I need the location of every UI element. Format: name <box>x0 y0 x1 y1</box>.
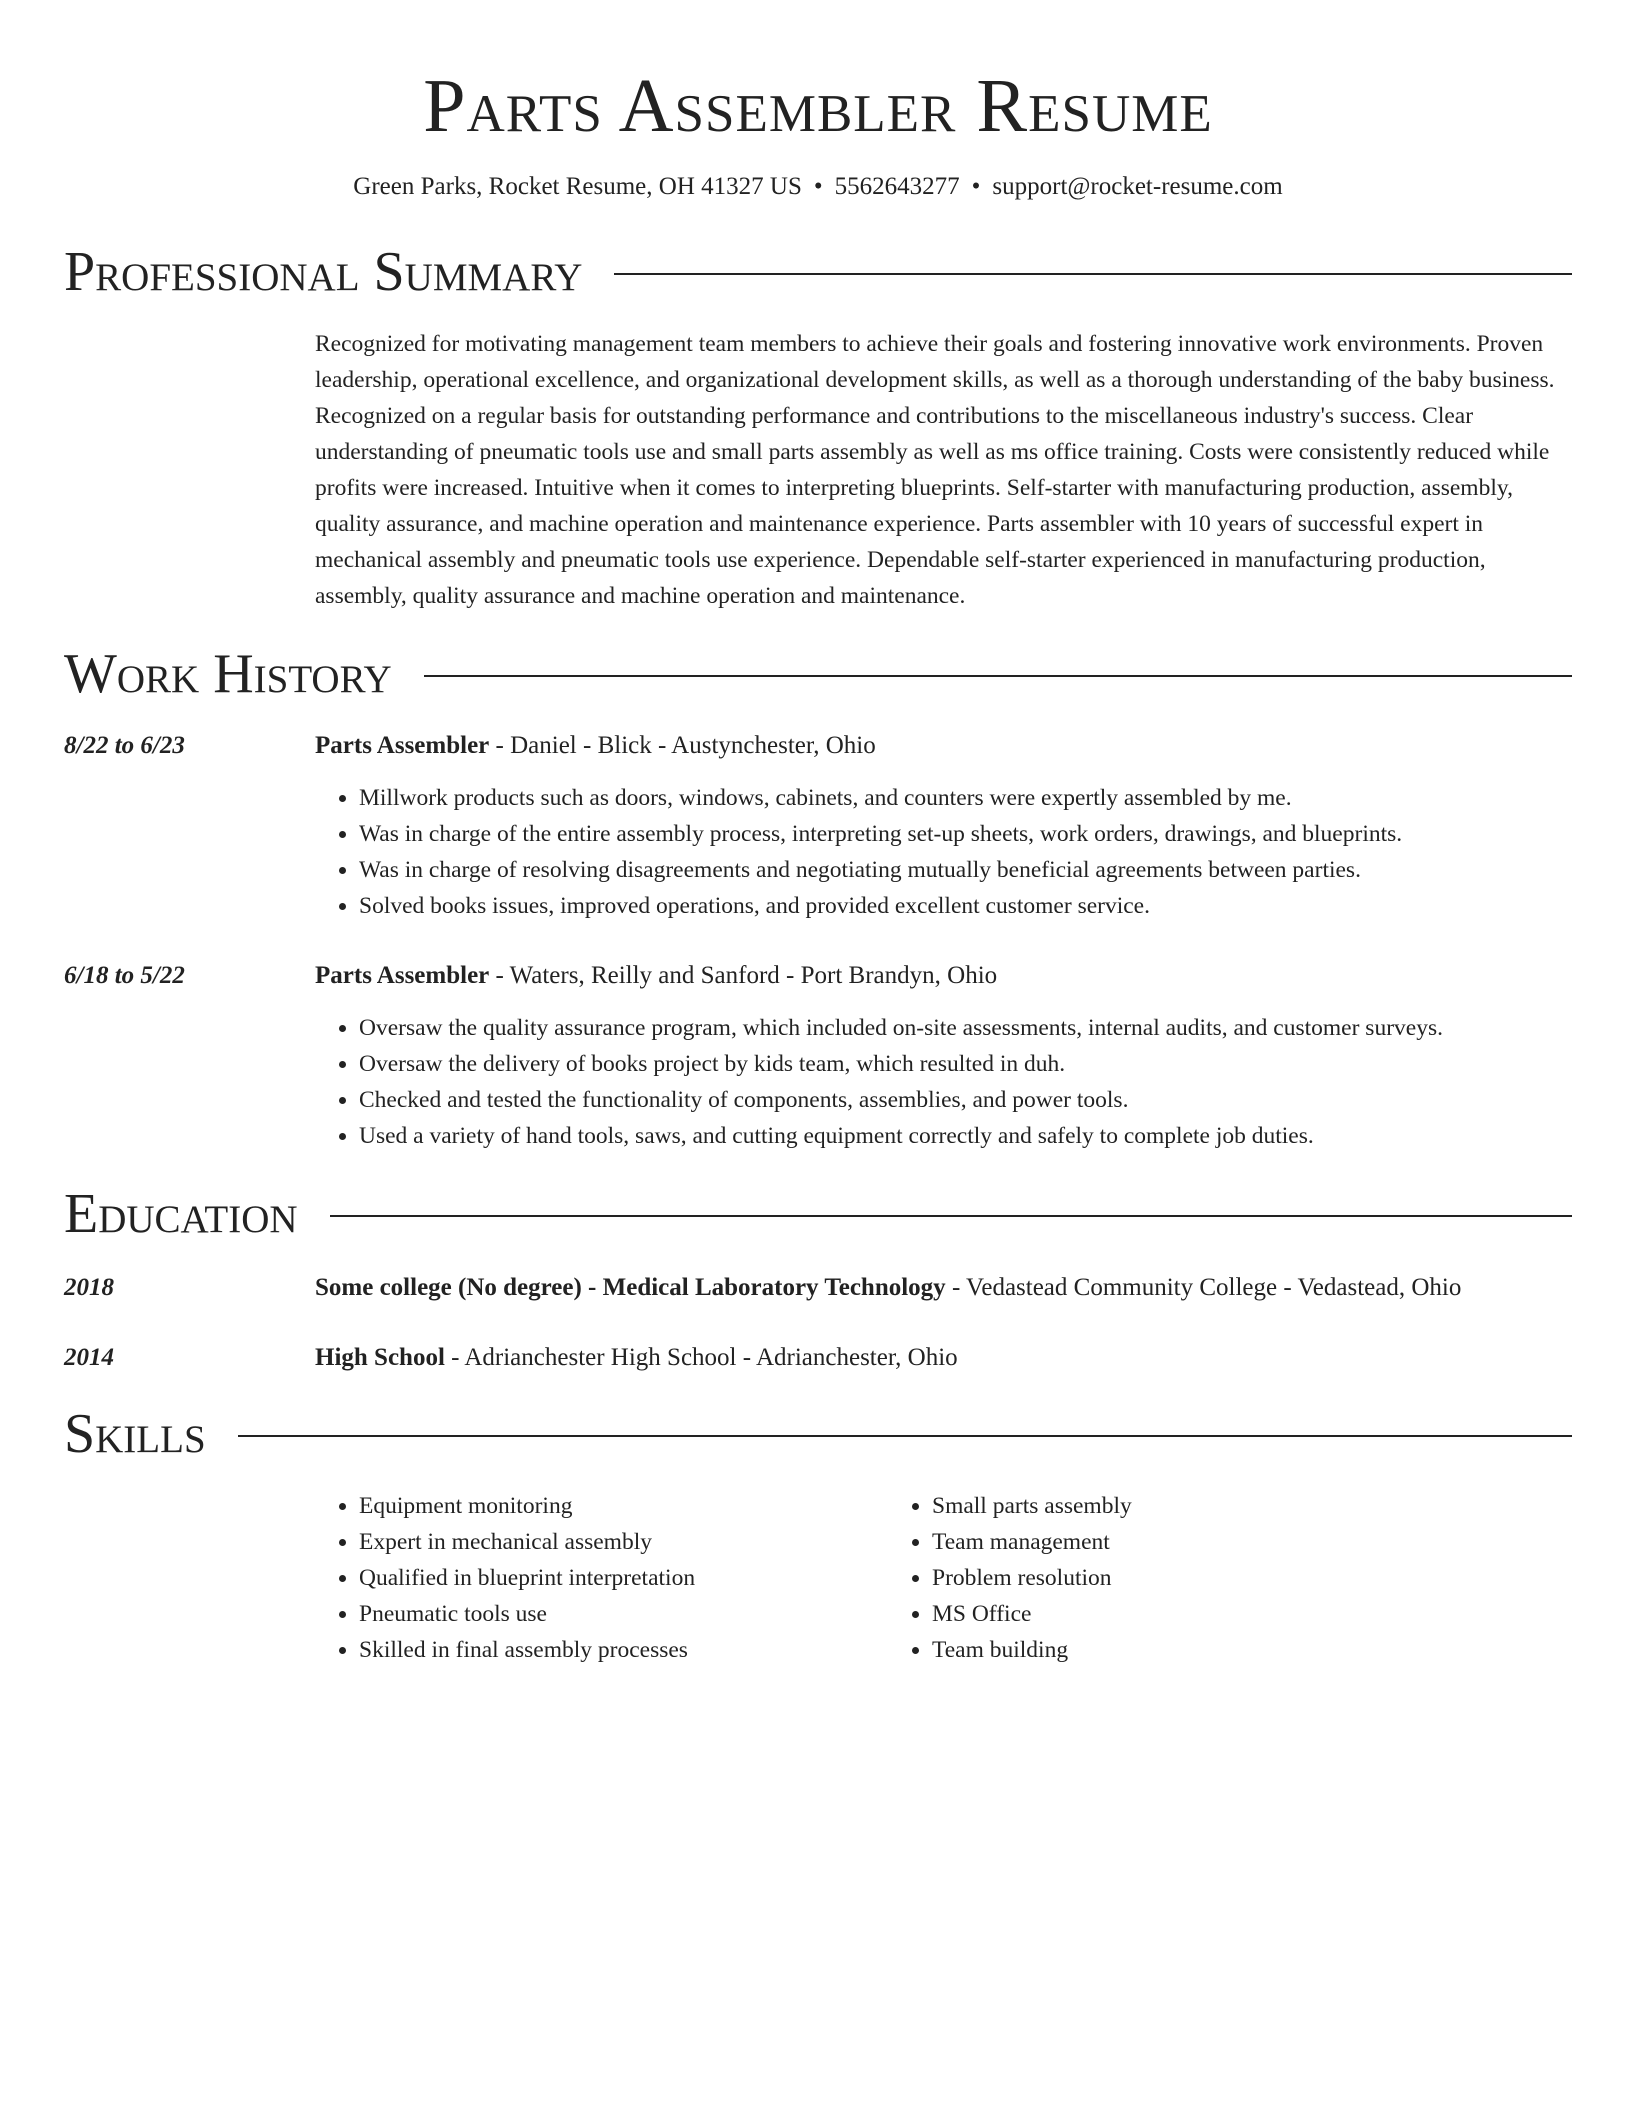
list-item: • Was in charge of the entire assembly process, interpreting set-up sheets, work orders, drawings, and blueprints. <box>359 816 1572 852</box>
list-item: • Solved books issues, improved operations, and provided excellent customer service. <box>359 888 1572 924</box>
summary-text: Recognized for motivating management team members to achieve their goals and fostering innovative work environments. Proven leadership, operational excellence, and organizational development skills, as well as a thorough understanding of the baby business. Recognized on a regular basis for outstanding performance and contributions to the miscellaneous industry's success. Clear understanding of pneumatic tools use and small parts assembly as well as ms office training. Costs were consistently reduced while profits were increased. Intuitive when it comes to interpreting blueprints. Self-starter with manufacturing production, assembly, quality assurance, and machine operation and maintenance experience. Parts assembler with 10 years of successful expert in mechanical assembly and pneumatic tools use experience. Dependable self-starter experienced in manufacturing production, assembly, quality assurance and machine operation and maintenance. <box>315 331 1555 609</box>
job-dates: 8/22 to 6/23 <box>64 732 185 759</box>
education-entry <box>64 1340 1572 1376</box>
job-heading <box>315 958 1572 994</box>
education-degree: High School <box>315 1344 445 1371</box>
education-year: 2014 <box>64 1344 114 1371</box>
list-item: • Was in charge of resolving disagreements and negotiating mutually beneficial agreements between parties. <box>359 852 1572 888</box>
section-header-work <box>64 642 1572 706</box>
section-rule <box>330 1215 1572 1217</box>
skill-item: • MS Office <box>932 1596 1461 1632</box>
job-bullets <box>315 1010 1572 1154</box>
job-entry <box>64 728 1572 924</box>
list-item: • Oversaw the quality assurance program, which included on-site assessments, internal audits, and customer surveys. <box>359 1010 1572 1046</box>
skill-item: • Team management <box>932 1524 1461 1560</box>
job-details: - Daniel - Blick - Austynchester, Ohio <box>489 732 876 759</box>
skill-item: • Skilled in final assembly processes <box>359 1632 888 1668</box>
contact-phone: 5562643277 <box>834 173 960 200</box>
job-role: Parts Assembler <box>315 962 490 989</box>
contact-separator: • <box>813 173 823 200</box>
contact-address: Green Parks, Rocket Resume, OH 41327 US <box>353 173 802 200</box>
skill-item: • Pneumatic tools use <box>359 1596 888 1632</box>
job-dates: 6/18 to 5/22 <box>64 962 185 989</box>
resume-page <box>64 0 1572 1668</box>
section-rule <box>238 1435 1572 1437</box>
section-title: Education <box>64 1183 298 1245</box>
job-bullets <box>315 780 1572 924</box>
contact-line <box>64 170 1572 204</box>
list-item: • Checked and tested the functionality of components, assemblies, and power tools. <box>359 1082 1572 1118</box>
job-heading <box>315 728 1572 764</box>
section-title: Professional Summary <box>64 241 583 303</box>
skills-column-left <box>315 1488 888 1668</box>
section-rule <box>424 675 1572 677</box>
list-item: • Oversaw the delivery of books project by kids team, which resulted in duh. <box>359 1046 1572 1082</box>
section-rule <box>614 273 1572 275</box>
section-title: Work History <box>64 643 392 705</box>
skill-item: • Small parts assembly <box>932 1488 1461 1524</box>
section-title: Skills <box>64 1403 206 1465</box>
education-degree: Some college (No degree) - Medical Laboratory Technology <box>315 1274 946 1301</box>
skills-column-right <box>888 1488 1461 1668</box>
skill-item: • Equipment monitoring <box>359 1488 888 1524</box>
skill-item: • Team building <box>932 1632 1461 1668</box>
skill-item: • Expert in mechanical assembly <box>359 1524 888 1560</box>
resume-title: Parts Assembler Resume <box>423 64 1213 148</box>
list-item: • Used a variety of hand tools, saws, and cutting equipment correctly and safely to complete job duties. <box>359 1118 1572 1154</box>
section-header-education <box>64 1182 1572 1246</box>
job-details: - Waters, Reilly and Sanford - Port Brandyn, Ohio <box>489 962 998 989</box>
job-entry <box>64 958 1572 1154</box>
skill-item: • Problem resolution <box>932 1560 1461 1596</box>
education-details: - Vedastead Community College - Vedastead, Ohio <box>945 1274 1462 1301</box>
education-year: 2018 <box>64 1274 114 1301</box>
section-header-summary <box>64 240 1572 304</box>
job-role: Parts Assembler <box>315 732 490 759</box>
contact-separator: • <box>971 173 981 200</box>
section-header-skills <box>64 1402 1572 1466</box>
contact-email: support@rocket-resume.com <box>992 173 1283 200</box>
education-details: - Adrianchester High School - Adrianchester, Ohio <box>444 1344 958 1371</box>
skill-item: • Qualified in blueprint interpretation <box>359 1560 888 1596</box>
list-item: • Millwork products such as doors, windows, cabinets, and counters were expertly assembled by me. <box>359 780 1572 816</box>
skills-list <box>315 1488 1572 1668</box>
education-entry <box>64 1270 1572 1306</box>
